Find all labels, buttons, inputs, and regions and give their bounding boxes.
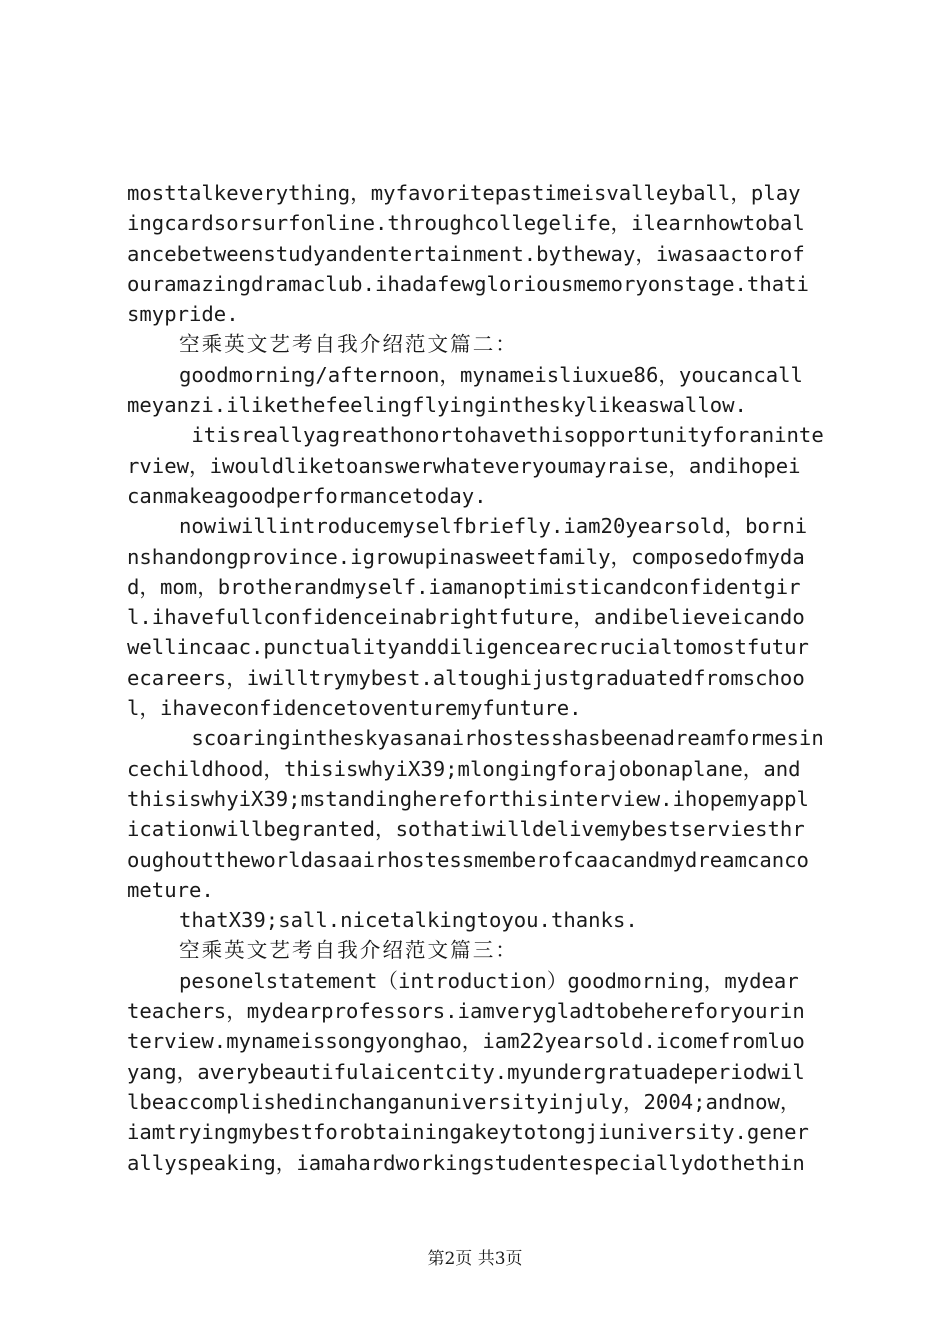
text-line: ouramazingdramaclub.ihadafewgloriousmemoryonstage.thati	[127, 271, 809, 296]
text-line: ingcardsorsurfonline.throughcollegelife，ilearnhowtobal	[127, 211, 805, 236]
text-line: rview，iwouldliketoanswerwhateveryoumayraise，andihopei	[127, 453, 801, 478]
text-line: cechildhood，thisiswhyiX39;mlongingforajobonaplane，and	[127, 756, 801, 781]
text-line: ancebetweenstudyandentertainment.bytheway，iwasaactorof	[127, 241, 805, 266]
text-line: l，ihaveconfidencetoventuremyfunture.	[127, 696, 582, 721]
text-line: smypride.	[127, 302, 239, 327]
text-line: nowiwillintroducemyselfbriefly.iam20yearsold，borni	[179, 514, 808, 539]
text-line: l.ihavefullconfidenceinabrightfuture，andibelieveicando	[127, 605, 805, 630]
text-line: thisiswhyiX39;mstandinghereforthisinterview.ihopemyappl	[127, 786, 809, 811]
text-line: icationwillbegranted，sothatiwilldelivemybestserviesthr	[127, 817, 805, 842]
text-line: meture.	[127, 877, 214, 902]
text-line: wellincaac.punctualityanddiligencearecrucialtomostfutur	[127, 635, 809, 660]
section-heading: 空乘英文艺考自我介绍范文篇二：	[179, 332, 518, 357]
text-line: thatX39;sall.nicetalkingtoyou.thanks.	[179, 908, 638, 933]
text-line: itisreallyagreathonortohavethisopportunityforaninte	[179, 423, 824, 448]
text-line: pesonelstatement（introduction）goodmorning，mydear	[179, 968, 799, 993]
text-line: mosttalkeverything，myfavoritepastimeisvalleyball，play	[127, 181, 801, 205]
document-body	[127, 178, 839, 1178]
text-line: meyanzi.ilikethefeelingflyingintheskylikeaswallow.	[127, 393, 747, 418]
text-line: iamtryingmybestforobtainingakeytotongjiuniversity.gener	[127, 1120, 809, 1145]
text-line: canmakeagoodperformancetoday.	[127, 483, 487, 508]
text-line: lbeaccomplishedinchanganuniversityinjuly，2004;andnow，	[127, 1089, 801, 1114]
text-line: scoaringintheskyasanairhostesshasbeenadreamformesin	[179, 726, 824, 751]
page-footer: 第2页 共3页	[427, 1249, 523, 1269]
text-line: ecareers，iwilltrymybest.altoughijustgraduatedfromschoo	[127, 665, 805, 690]
text-line: oughouttheworldasaairhostessmemberofcaacandmydreamcanco	[127, 847, 809, 872]
text-line: terview.mynameissongyonghao，iam22yearsold.icomefromluo	[127, 1029, 805, 1054]
text-line: allyspeaking，iamahardworkingstudentespeciallydothethin	[127, 1150, 805, 1175]
text-line: yang，averybeautifulaicentcity.myundergratuadeperiodwil	[127, 1059, 805, 1084]
text-line: teachers，mydearprofessors.iamverygladtobehereforyourin	[127, 999, 805, 1024]
text-line: nshandongprovince.igrowupinasweetfamily，composedofmyda	[127, 544, 805, 569]
section-heading: 空乘英文艺考自我介绍范文篇三：	[179, 938, 518, 963]
text-line: goodmorning/afternoon，mynameisliuxue86，youcancall	[179, 362, 803, 387]
text-line: d，mom，brotherandmyself.iamanoptimisticandconfidentgir	[127, 574, 801, 599]
